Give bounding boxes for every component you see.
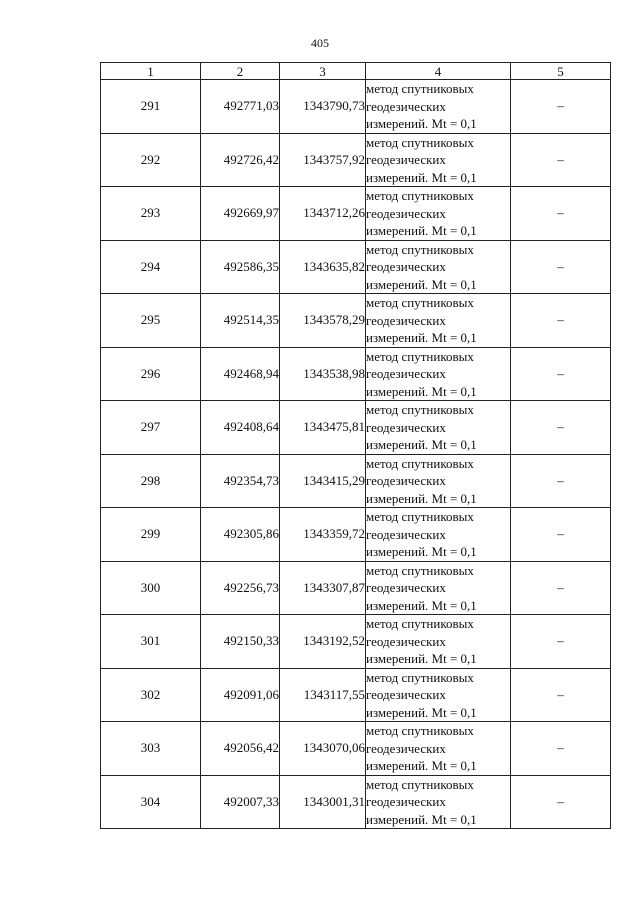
note-cell: – — [511, 668, 611, 722]
method-line: измерений. Mt = 0,1 — [366, 383, 477, 399]
table-row — [101, 347, 611, 401]
x-coordinate-cell: 492771,03 — [201, 80, 280, 134]
method-line: измерений. Mt = 0,1 — [366, 276, 477, 292]
table-row — [101, 454, 611, 508]
table-row — [101, 722, 611, 776]
note-cell: – — [511, 508, 611, 562]
x-coordinate-cell: 492408,64 — [201, 401, 280, 455]
method-line: геодезических — [366, 419, 446, 435]
x-coordinate-cell: 492056,42 — [201, 722, 280, 776]
page-number: 405 — [311, 36, 329, 50]
method-line: геодезических — [366, 526, 446, 542]
method-line: измерений. Mt = 0,1 — [366, 169, 477, 185]
y-coordinate-cell: 1343538,98 — [280, 347, 366, 401]
y-coordinate-cell: 1343790,73 — [280, 80, 366, 134]
method-cell — [366, 347, 511, 401]
method-cell — [366, 561, 511, 615]
y-coordinate-cell: 1343578,29 — [280, 294, 366, 348]
note-cell: – — [511, 775, 611, 829]
note-cell: – — [511, 240, 611, 294]
note-cell: – — [511, 347, 611, 401]
table-row — [101, 294, 611, 348]
point-number-cell: 301 — [101, 615, 201, 669]
note-cell: – — [511, 454, 611, 508]
x-coordinate-cell: 492669,97 — [201, 187, 280, 241]
table-row — [101, 508, 611, 562]
method-line: метод спутниковых — [366, 134, 474, 150]
column-header-2: 2 — [201, 63, 280, 80]
note-cell: – — [511, 294, 611, 348]
y-coordinate-cell: 1343307,87 — [280, 561, 366, 615]
y-coordinate-cell: 1343070,06 — [280, 722, 366, 776]
point-number-cell: 302 — [101, 668, 201, 722]
method-line: геодезических — [366, 580, 446, 595]
point-number-cell: 296 — [101, 347, 201, 401]
note-cell: – — [511, 561, 611, 615]
table-row — [101, 187, 611, 241]
method-line: метод спутниковых — [366, 562, 474, 578]
point-number-cell: 299 — [101, 508, 201, 562]
method-line: геодезических — [366, 473, 446, 488]
x-coordinate-cell: 492514,35 — [201, 294, 280, 348]
y-coordinate-cell: 1343475,81 — [280, 401, 366, 455]
method-line: геодезических — [366, 366, 446, 381]
method-line: метод спутниковых — [366, 669, 474, 685]
method-line: геодезических — [366, 740, 446, 756]
table-row — [101, 401, 611, 455]
point-number-cell: 304 — [101, 775, 201, 829]
method-line: метод спутниковых — [366, 509, 474, 524]
point-number-cell: 292 — [101, 133, 201, 187]
table-row — [101, 80, 611, 134]
method-cell — [366, 722, 511, 776]
table-row — [101, 668, 611, 722]
method-line: геодезических — [366, 312, 446, 328]
method-line: геодезических — [366, 794, 446, 809]
method-line: измерений. Mt = 0,1 — [366, 223, 477, 238]
table-row — [101, 561, 611, 615]
y-coordinate-cell: 1343192,52 — [280, 615, 366, 669]
method-line: метод спутниковых — [366, 723, 474, 738]
method-line: метод спутниковых — [366, 241, 474, 257]
point-number-cell: 297 — [101, 401, 201, 455]
method-line: геодезических — [366, 205, 446, 221]
y-coordinate-cell: 1343117,55 — [280, 668, 366, 722]
point-number-cell: 300 — [101, 561, 201, 615]
x-coordinate-cell: 492256,73 — [201, 561, 280, 615]
method-line: геодезических — [366, 633, 446, 649]
note-cell: – — [511, 401, 611, 455]
method-line: измерений. Mt = 0,1 — [366, 437, 477, 452]
x-coordinate-cell: 492586,35 — [201, 240, 280, 294]
method-line: измерений. Mt = 0,1 — [366, 490, 477, 506]
method-cell — [366, 508, 511, 562]
y-coordinate-cell: 1343001,31 — [280, 775, 366, 829]
y-coordinate-cell: 1343415,29 — [280, 454, 366, 508]
coordinates-table — [100, 62, 611, 829]
method-line: измерений. Mt = 0,1 — [366, 116, 477, 131]
point-number-cell: 291 — [101, 80, 201, 134]
note-cell: – — [511, 187, 611, 241]
method-line: измерений. Mt = 0,1 — [366, 597, 477, 613]
method-line: метод спутниковых — [366, 81, 474, 96]
y-coordinate-cell: 1343712,26 — [280, 187, 366, 241]
x-coordinate-cell: 492007,33 — [201, 775, 280, 829]
note-cell: – — [511, 722, 611, 776]
method-line: метод спутниковых — [366, 348, 474, 364]
y-coordinate-cell: 1343359,72 — [280, 508, 366, 562]
method-line: метод спутниковых — [366, 295, 474, 310]
method-line: измерений. Mt = 0,1 — [366, 330, 477, 345]
x-coordinate-cell: 492150,33 — [201, 615, 280, 669]
x-coordinate-cell: 492726,42 — [201, 133, 280, 187]
method-line: измерений. Mt = 0,1 — [366, 651, 477, 666]
table-row — [101, 615, 611, 669]
note-cell: – — [511, 133, 611, 187]
method-line: геодезических — [366, 259, 446, 274]
point-number-cell: 295 — [101, 294, 201, 348]
method-line: измерений. Mt = 0,1 — [366, 811, 477, 827]
method-cell — [366, 401, 511, 455]
point-number-cell: 294 — [101, 240, 201, 294]
method-cell — [366, 668, 511, 722]
method-line: метод спутниковых — [366, 616, 474, 631]
y-coordinate-cell: 1343635,82 — [280, 240, 366, 294]
table-row — [101, 775, 611, 829]
method-line: метод спутниковых — [366, 402, 474, 417]
method-line: метод спутниковых — [366, 776, 474, 792]
x-coordinate-cell: 492305,86 — [201, 508, 280, 562]
x-coordinate-cell: 492468,94 — [201, 347, 280, 401]
method-line: измерений. Mt = 0,1 — [366, 544, 477, 559]
table-row — [101, 240, 611, 294]
method-cell — [366, 454, 511, 508]
method-line: геодезических — [366, 152, 446, 167]
method-cell — [366, 615, 511, 669]
method-cell — [366, 294, 511, 348]
column-header-1: 1 — [101, 63, 201, 80]
method-line: геодезических — [366, 687, 446, 702]
x-coordinate-cell: 492354,73 — [201, 454, 280, 508]
point-number-cell: 298 — [101, 454, 201, 508]
point-number-cell: 293 — [101, 187, 201, 241]
method-cell — [366, 240, 511, 294]
table-row — [101, 133, 611, 187]
note-cell: – — [511, 615, 611, 669]
method-line: метод спутниковых — [366, 455, 474, 471]
method-cell — [366, 775, 511, 829]
method-line: геодезических — [366, 98, 446, 114]
x-coordinate-cell: 492091,06 — [201, 668, 280, 722]
method-cell — [366, 80, 511, 134]
method-line: измерений. Mt = 0,1 — [366, 704, 477, 720]
column-header-5: 5 — [511, 63, 611, 80]
method-cell — [366, 187, 511, 241]
note-cell: – — [511, 80, 611, 134]
y-coordinate-cell: 1343757,92 — [280, 133, 366, 187]
column-header-3: 3 — [280, 63, 366, 80]
table-header-row — [101, 63, 611, 80]
column-header-4: 4 — [366, 63, 511, 80]
method-cell — [366, 133, 511, 187]
method-line: метод спутниковых — [366, 188, 474, 203]
point-number-cell: 303 — [101, 722, 201, 776]
method-line: измерений. Mt = 0,1 — [366, 758, 477, 773]
